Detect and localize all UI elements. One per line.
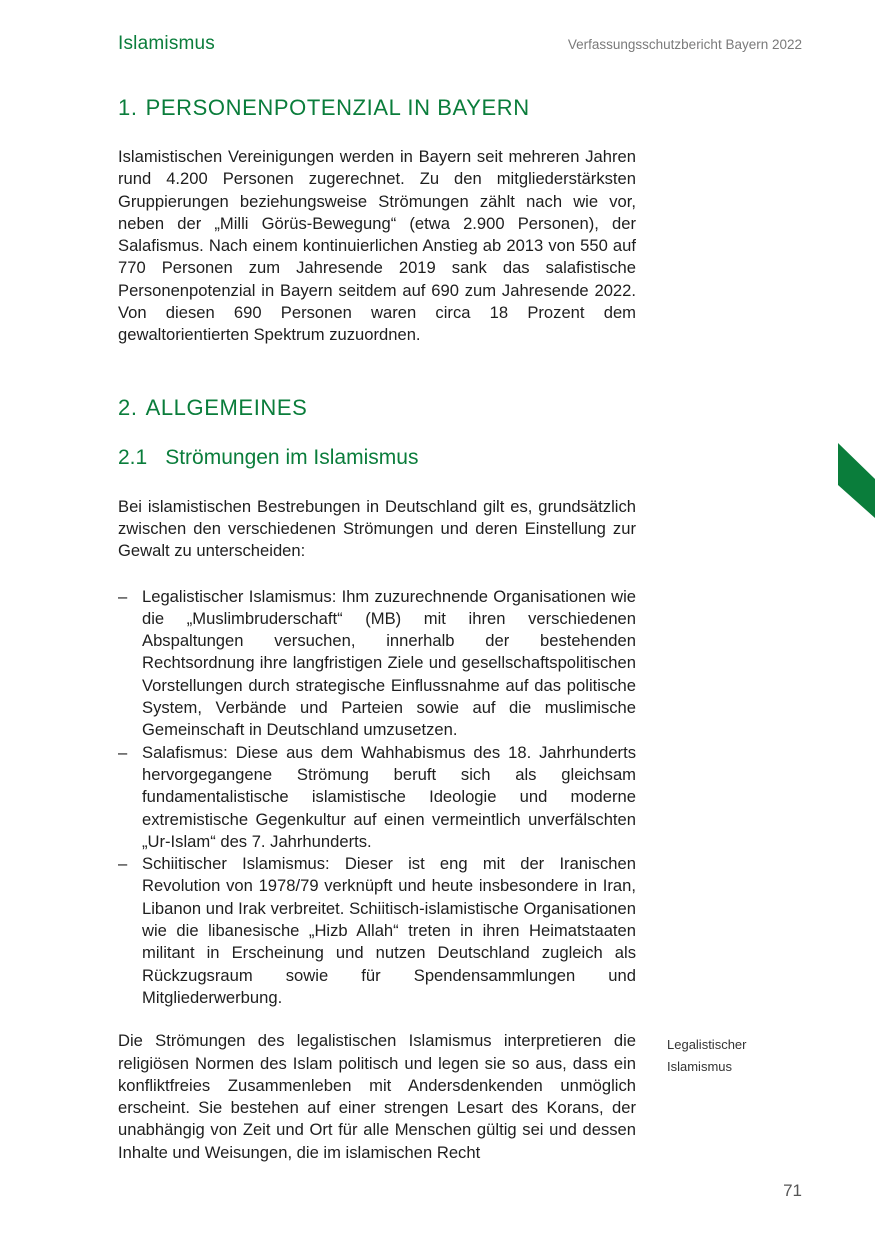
list-dash: – (118, 586, 128, 606)
subsection-2-1-number: 2.1 (118, 445, 148, 469)
main-content (118, 93, 636, 1164)
margin-note-line-1: Legalistischer (667, 1037, 747, 1052)
section-1-heading (118, 93, 636, 123)
list-item-text: Legalistischer Islamismus: Ihm zuzurechnende Organisationen wie die „Muslimbruderschaft“ (MB) mit ihren verschiedenen Abspaltungen versuchen, innerhalb der bestehenden Rechtsordnung ihre langfristigen Ziele und gesellschaftspolitischen Vorstellungen durch strategische Einflussnahme auf das politische System, Verbände und Parteien sowie auf die muslimische Gemeinschaft in Deutschland umzusetzen. (142, 586, 636, 740)
subsection-2-1-title: Strömungen im Islamismus (165, 445, 419, 469)
section-2-heading (118, 393, 636, 423)
section-2-intro-paragraph: Bei islamistischen Bestrebungen in Deutschland gilt es, grundsätzlich zwischen den verschiedenen Strömungen und deren Einstellung zur Gewalt zu unterscheiden: (118, 496, 636, 561)
running-header-section: Islamismus (118, 33, 216, 54)
running-header-report-title: Verfassungsschutzbericht Bayern 2022 (567, 37, 802, 52)
currents-list (118, 586, 636, 1010)
page-number: 71 (783, 1181, 802, 1200)
section-1-paragraph: Islamistischen Vereinigungen werden in Bayern seit mehreren Jahren rund 4.200 Personen zugerechnet. Zu den mitgliederstärksten Gruppierungen beziehungsweise Strömungen zählt nach wie vor, neben der „Milli Görüs-Bewegung“ (etwa 2.900 Personen), der Salafismus. Nach einem kontinuierlichen Anstieg ab 2013 von 550 auf 770 Personen zum Jahresende 2019 sank das salafistische Personenpotenzial in Bayern seitdem auf 690 zum Jahresende 2022. Von diesen 690 Personen waren circa 18 Prozent dem gewaltorientierten Spektrum zuzuordnen. (118, 147, 636, 345)
chapter-tab-marker (838, 443, 875, 518)
list-item-legalistischer-islamismus (118, 586, 636, 742)
subsection-2-1-heading (118, 443, 636, 473)
section-1-number: 1. (118, 95, 138, 120)
section-1-title: PERSONENPOTENZIAL IN BAYERN (145, 95, 530, 120)
list-dash: – (118, 742, 128, 762)
closing-paragraph: Die Strömungen des legalistischen Islamismus interpretieren die religiösen Normen des Islam politisch und legen sie so aus, dass ein konfliktfreies Zusammenleben mit Andersdenkenden unmöglich erscheint. Sie bestehen auf einer strengen Lesart des Korans, der unabhängig von Zeit und Ort für alle Menschen gültig sei und dessen Inhalte und Weisungen, die im islamischen Recht (118, 1031, 636, 1162)
list-item-text: Salafismus: Diese aus dem Wahhabismus des 18. Jahrhunderts hervorgegangene Strömung beruft sich als gleichsam fundamentalistische islamistische Ideologie und moderne extremistische Gegenkultur auf einen vermeintlich unverfälschten „Ur-Islam“ des 7. Jahrhunderts. (142, 742, 636, 851)
section-2-number: 2. (118, 394, 138, 420)
margin-note-line-2: Islamismus (667, 1059, 733, 1074)
list-item-salafismus (118, 742, 636, 853)
list-item-text: Schiitischer Islamismus: Dieser ist eng mit der Iranischen Revolution von 1978/79 verknüpft und heute insbesondere in Iran, Libanon und Irak verbreitet. Schiitisch-islamistische Organisationen wie die libanesische „Hizb Allah“ treten in ihren Heimatstaaten militant in Erscheinung und nutzen Deutschland zugleich als Rückzugsraum sowie für Spendensammlungen und Mitgliederwerbung. (142, 854, 636, 1007)
section-2-title: ALLGEMEINES (145, 394, 308, 420)
margin-note (667, 1034, 797, 1078)
list-dash: – (118, 854, 128, 874)
list-item-schiitischer-islamismus (118, 853, 636, 1009)
